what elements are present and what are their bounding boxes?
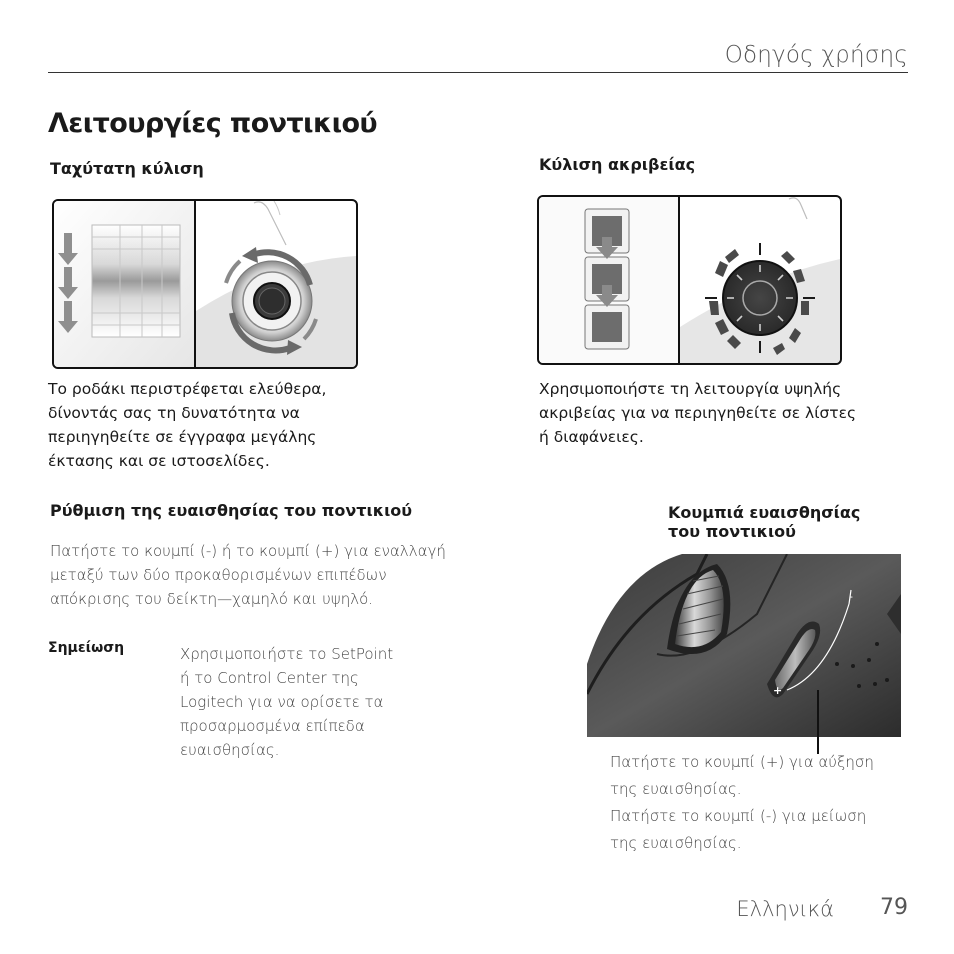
label-line: Κουμπιά ευαισθησίας — [668, 503, 861, 522]
text-line: μεταξύ των δύο προκαθορισμένων επιπέδων — [50, 566, 387, 584]
text-line: της ευαισθησίας. — [610, 834, 742, 852]
header-title: Οδηγός χρήσης — [724, 42, 908, 68]
precision-heading: Κύλιση ακριβείας — [539, 155, 696, 174]
text-line: περιηγηθείτε σε έγγραφα μεγάλης — [48, 428, 317, 446]
hyperfast-heading: Ταχύτατη κύλιση — [50, 159, 204, 178]
sensitivity-description — [50, 539, 490, 611]
precision-scroll-illustration — [537, 195, 842, 365]
label-line: του ποντικιού — [668, 522, 796, 541]
text-line: Πατήστε το κουμπί (-) ή το κουμπί (+) για εναλλαγή — [50, 542, 446, 560]
text-line: ή το Control Center της — [180, 669, 359, 687]
hyperfast-description — [48, 377, 388, 473]
text-line: δίνοντάς σας τη δυνατότητα να — [48, 404, 300, 422]
text-line: Logitech για να ορίσετε τα — [180, 693, 384, 711]
text-line: ευαισθησίας. — [180, 741, 280, 759]
sensitivity-buttons-label — [668, 503, 860, 541]
header-divider — [48, 72, 908, 73]
text-line: Πατήστε το κουμπί (-) για μείωση — [610, 807, 867, 825]
page-title: Λειτουργίες ποντικιού — [48, 108, 378, 139]
hyperfast-scroll-illustration — [52, 199, 358, 369]
buttons-caption — [610, 749, 910, 857]
note-label: Σημείωση — [48, 640, 125, 656]
text-line: απόκρισης του δείκτη—χαμηλό και υψηλό. — [50, 590, 374, 608]
mouse-photo — [587, 554, 901, 737]
callout-line — [817, 690, 819, 754]
minus-symbol: - — [849, 590, 853, 603]
precision-description — [539, 377, 919, 449]
plus-symbol: + — [773, 684, 783, 697]
text-line: προσαρμοσμένα επίπεδα — [180, 717, 365, 735]
text-line: της ευαισθησίας. — [610, 780, 742, 798]
text-line: ακριβείας για να περιηγηθείτε σε λίστες — [539, 404, 857, 422]
text-line: ή διαφάνειες. — [539, 428, 644, 446]
text-line: Το ροδάκι περιστρέφεται ελεύθερα, — [48, 380, 327, 398]
text-line: Χρησιμοποιήστε τη λειτουργία υψηλής — [539, 380, 842, 398]
text-line: Χρησιμοποιήστε το SetPoint — [180, 645, 394, 663]
page-number: 79 — [880, 895, 908, 920]
note-text — [180, 642, 440, 762]
footer-language: Ελληνικά — [736, 897, 834, 921]
text-line: έκτασης και σε ιστοσελίδες. — [48, 452, 270, 470]
sensitivity-heading: Ρύθμιση της ευαισθησίας του ποντικιού — [50, 501, 413, 520]
text-line: Πατήστε το κουμπί (+) για αύξηση — [610, 753, 874, 771]
